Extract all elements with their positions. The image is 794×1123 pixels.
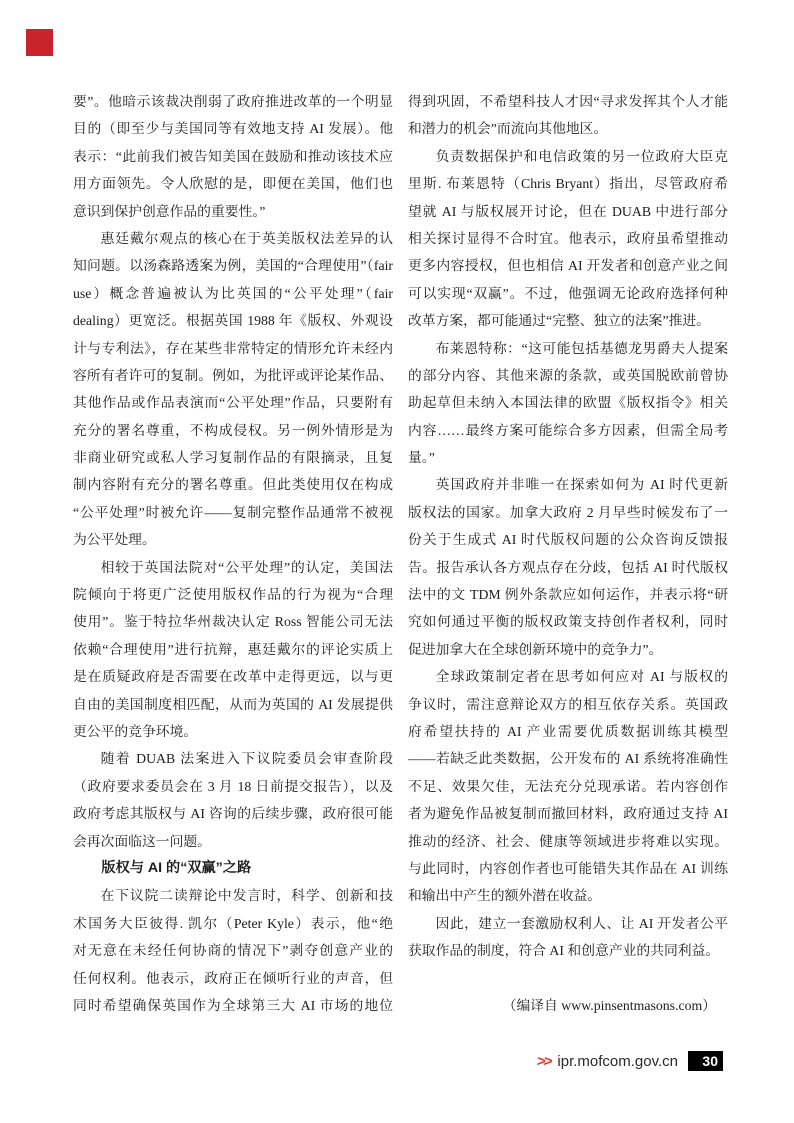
text-line: 是在质疑政府是否需要在改革中走得更远，以与更 xyxy=(73,669,393,685)
chevron-right-icon: >> xyxy=(535,1052,552,1070)
text-line: 不足、效果欠佳，无法充分兑现承诺。若内容创作 xyxy=(408,778,728,794)
text-line: 惠廷戴尔观点的核心在于英美版权法差异的认 xyxy=(100,230,393,246)
text-line: 相较于英国法院对“公平处理”的认定，美国法 xyxy=(100,559,393,575)
text-line: 获取作品的制度，符合 AI 和创意产业的共同利益。 xyxy=(408,943,720,959)
text-line: ——若缺乏此类数据，公开发布的 AI 系统将准确性 xyxy=(408,751,728,767)
text-line: 容所有者许可的复制。例如，为批评或评论某作品、 xyxy=(73,367,393,383)
text-line: 政府考虑其版权与 AI 咨询的后续步骤，政府很可能 xyxy=(73,806,393,822)
text-line: 对无意在未经任何协商的情况下”剥夺创意产业的 xyxy=(73,943,393,959)
text-line: 告。报告承认各方观点存在分歧，包括 AI 时代版权 xyxy=(408,559,728,575)
text-line: 用方面领先。令人欣慰的是，即便在美国，他们也 xyxy=(73,176,393,192)
text-line: 任何权利。他表示，政府正在倾听行业的声音，但 xyxy=(73,970,393,986)
text-line: 得到巩固，不希望科技人才因“寻求发挥其个人才能 xyxy=(408,94,728,109)
text-line: 份关于生成式 AI 时代版权问题的公众咨询反馈报 xyxy=(408,532,728,548)
blank-line xyxy=(408,965,728,992)
section-heading: 版权与 AI 的“双赢”之路 xyxy=(101,859,252,876)
text-line: dealing）更宽泛。根据英国 1988 年《版权、外观设 xyxy=(73,313,393,329)
text-line: 英国政府并非唯一在探索如何为 AI 时代更新 xyxy=(435,477,728,493)
article-body xyxy=(73,88,728,1019)
text-line: 助起草但未纳入本国法律的欧盟《版权指令》相关 xyxy=(408,395,728,411)
text-line: （政府要求委员会在 3 月 18 日前提交报告），以及 xyxy=(73,778,393,794)
text-line: 版权法的国家。加拿大政府 2 月早些时候发布了一 xyxy=(408,504,728,520)
left-column xyxy=(73,88,393,1019)
text-line: 会再次面临这一问题。 xyxy=(73,833,211,849)
text-line: 因此，建立一套激励权利人、让 AI 开发者公平 xyxy=(435,915,728,931)
text-line: 计与专利法》，存在某些非常特定的情形允许未经内 xyxy=(73,340,393,356)
text-line: 非商业研究或私人学习复制作品的有限摘录，且复 xyxy=(73,450,393,466)
page-footer xyxy=(537,1051,723,1071)
text-line: 促进加拿大在全球创新环境中的竞争力”。 xyxy=(408,641,663,657)
text-line: 其他作品或作品表演而“公平处理”作品，只要附有 xyxy=(73,395,393,411)
text-line: 争议时，需注意辩论双方的相互依存关系。英国政 xyxy=(408,696,728,712)
attribution-line: （编译自 www.pinsentmasons.com） xyxy=(502,997,716,1013)
right-column xyxy=(408,88,728,1019)
text-line: 自由的美国制度相匹配，从而为英国的 AI 发展提供 xyxy=(73,696,393,712)
text-line: 量。” xyxy=(408,450,435,466)
text-line: 全球政策制定者在思考如何应对 AI 与版权的 xyxy=(435,669,728,685)
corner-decoration-square xyxy=(26,29,53,56)
text-line: 望就 AI 与版权展开讨论，但在 DUAB 中进行部分 xyxy=(408,203,728,219)
text-line: 要”。他暗示该裁决削弱了政府推进改革的一个明显 xyxy=(73,94,393,109)
page-number-badge: 30 xyxy=(688,1051,723,1071)
text-line: 法中的文 TDM 例外条款应如何运作，并表示将“研 xyxy=(408,587,728,603)
text-line: 与此同时，内容创作者也可能错失其作品在 AI 训练 xyxy=(408,860,728,876)
text-line: 使用”。鉴于特拉华州裁决认定 Ross 智能公司无法 xyxy=(73,614,393,630)
text-line: 术国务大臣彼得. 凯尔（Peter Kyle）表示，他“绝 xyxy=(73,915,393,931)
text-line: 者为避免作品被复制而撤回材料，政府通过支持 AI xyxy=(408,806,728,822)
text-line: 知问题。以汤森路透案为例，美国的“合理使用”（fair xyxy=(73,258,393,274)
text-line: 府希望扶持的 AI 产业需要优质数据训练其模型 xyxy=(408,723,728,739)
text-line: 更公平的竞争环境。 xyxy=(73,723,198,739)
text-line: 制内容附有充分的署名尊重。但此类使用仅在构成 xyxy=(73,477,393,493)
text-line: use）概念普遍被认为比英国的“公平处理”（fair xyxy=(73,285,393,301)
text-line: 可以实现“双赢”。不过，他强调无论政府选择何种 xyxy=(408,285,728,301)
text-line: “公平处理”时被允许——复制完整作品通常不被视 xyxy=(73,504,393,520)
text-line: 充分的署名尊重，不构成侵权。另一例外情形是为 xyxy=(73,422,393,438)
text-line: 相关探讨显得不合时宜。他表示，政府虽希望推动 xyxy=(408,230,728,246)
text-line: 的部分内容、其他来源的条款，或英国脱欧前曾协 xyxy=(408,367,728,383)
footer-site-url: ipr.mofcom.gov.cn xyxy=(557,1052,678,1070)
text-line: 究如何通过平衡的版权政策支持创作者权利，同时 xyxy=(408,614,728,630)
text-line: 依赖“合理使用”进行抗辩，惠廷戴尔的评论实质上 xyxy=(73,641,393,657)
text-line: 改革方案，都可能通过“完整、独立的法案”推进。 xyxy=(408,313,710,329)
text-line: 在下议院二读辩论中发言时，科学、创新和技 xyxy=(100,888,393,904)
text-line: 更多内容授权，但也相信 AI 开发者和创意产业之间 xyxy=(408,258,728,274)
text-line: 随着 DUAB 法案进入下议院委员会审查阶段 xyxy=(100,751,393,767)
text-line: 表示：“此前我们被告知美国在鼓励和推动该技术应 xyxy=(73,148,393,164)
text-line: 目的（即至少与美国同等有效地支持 AI 发展）。他 xyxy=(73,121,393,137)
text-line: 推动的经济、社会、健康等领域进步将难以实现。 xyxy=(408,833,728,849)
text-line: 和输出中产生的额外潜在收益。 xyxy=(408,888,602,904)
text-line: 院倾向于将更广泛使用版权作品的行为视为“合理 xyxy=(73,587,393,603)
text-line: 里斯. 布莱恩特（Chris Bryant）指出，尽管政府希 xyxy=(408,176,728,192)
text-line: 布莱恩特称：“这可能包括基德龙男爵夫人提案 xyxy=(435,340,728,356)
text-line: 负责数据保护和电信政策的另一位政府大臣克 xyxy=(435,148,728,164)
text-line: 为公平处理。 xyxy=(73,532,156,548)
text-line: 内容……最终方案可能综合多方因素，但需全局考 xyxy=(408,422,728,438)
text-line: 同时希望确保英国作为全球第三大 AI 市场的地位 xyxy=(73,997,393,1013)
text-line: 意识到保护创意作品的重要性。” xyxy=(73,203,266,219)
text-line: 和潜力的机会”而流向其他地区。 xyxy=(408,121,608,137)
